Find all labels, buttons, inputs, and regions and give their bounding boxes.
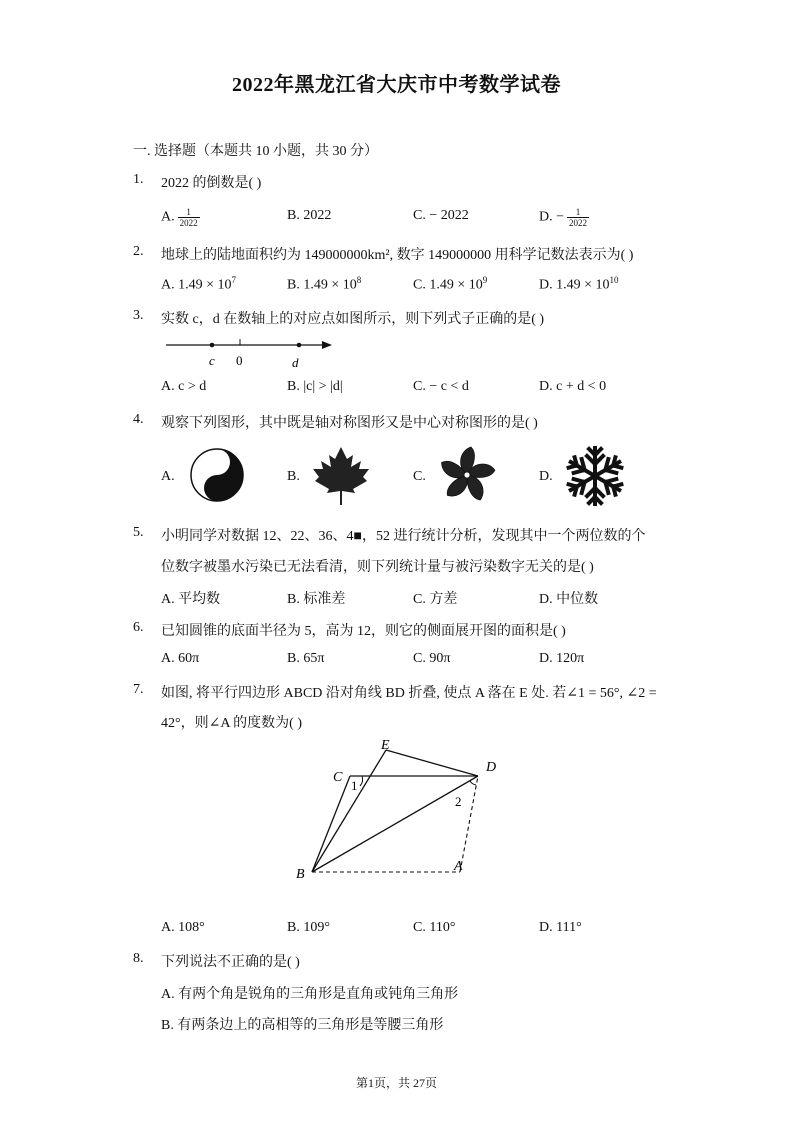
q5-stem-line1: 小明同学对数据 12、22、36、4■，52 进行统计分析，发现其中一个两位数的个 [161,529,646,544]
q8-option-a: A. 有两个角是锐角的三角形是直角或钝角三角形 [161,987,459,1002]
section-heading: 一. 选择题（本题共 10 小题，共 30 分） [133,144,378,159]
bauhinia-flower-icon [437,445,497,505]
parallelogram-fold-figure [290,732,510,884]
segment-bd [312,776,478,872]
label-d: d [292,355,299,370]
angle-2-arc [470,781,476,785]
q6-option-d: D. 120π [539,651,585,666]
q7-stem-line2: 42°，则∠A 的度数为( ) [161,716,302,731]
q1-option-d: D. − $\frac{1}{2022}$ [539,207,588,228]
label-zero: 0 [236,353,243,368]
label-angle-2: 2 [455,794,462,809]
angle-1-arc [360,776,363,786]
q2-option-a: A. $1.49 \times 10^7$ [161,275,237,293]
q6-number: 6. [133,620,144,635]
q7-option-c: C. 110° [413,920,456,935]
q6-option-b: B. 65π [287,651,325,666]
q3-option-a: A. c > d [161,379,207,394]
q4-number: 4. [133,412,144,427]
q1-stem: 2022 的倒数是( ) [161,176,262,191]
q2-option-b: B. $1.49 \times 10^8$ [287,275,362,293]
q5-option-c: C. 方差 [413,592,458,607]
page-title: 2022年黑龙江省大庆市中考数学试卷 [232,74,561,96]
number-line-arrow [322,341,332,349]
q4-option-b: B. [287,469,300,484]
q6-option-c: C. 90π [413,651,451,666]
q1-option-a: A. $\frac{1}{2022}$ [161,207,198,228]
segment-ad-dashed [460,776,478,872]
q2-option-c: C. $1.49 \times 10^9$ [413,275,488,293]
q4-option-a: A. [161,469,175,484]
q4-stem: 观察下列图形，其中既是轴对称图形又是中心对称图形的是( ) [161,416,538,431]
q8-stem: 下列说法不正确的是( ) [161,955,300,970]
q7-number: 7. [133,682,144,697]
segment-cb [312,776,350,872]
label-d: D [486,760,497,775]
point-d [297,343,302,348]
point-c [210,343,215,348]
q1-option-c: C. − 2022 [413,208,469,223]
number-line-figure [160,332,340,374]
label-c: C [333,770,343,785]
page-footer: 第1页，共 27页 [355,1076,437,1090]
segment-ed [386,750,478,776]
q1-number: 1. [133,172,144,187]
q5-stem-line2: 位数字被墨水污染已无法看清，则下列统计量与被污染数字无关的是( ) [161,560,594,575]
q3-option-b: B. |c| > |d| [287,379,343,394]
yin-yang-icon [189,447,245,503]
q1-option-b: B. 2022 [287,208,332,223]
q5-number: 5. [133,525,144,540]
q3-stem: 实数 c，d 在数轴上的对应点如图所示，则下列式子正确的是( ) [161,312,545,327]
q4-option-c: C. [413,469,426,484]
q3-number: 3. [133,308,144,323]
label-e: E [381,738,390,753]
q6-option-a: A. 60π [161,651,200,666]
q4-option-d: D. [539,469,553,484]
q8-option-b: B. 有两条边上的高相等的三角形是等腰三角形 [161,1018,444,1033]
q2-number: 2. [133,244,144,259]
q3-option-d: D. c + d < 0 [539,379,607,394]
label-angle-1: 1 [351,778,358,793]
q7-option-b: B. 109° [287,920,330,935]
segment-be [312,750,386,872]
q5-option-a: A. 平均数 [161,592,221,607]
snowflake-icon [564,445,626,507]
q7-option-d: D. 111° [539,920,582,935]
q2-option-d: D. $1.49 \times 10^{10}$ [539,275,619,293]
label-a: A [454,859,463,874]
q8-number: 8. [133,951,144,966]
q5-option-b: B. 标准差 [287,592,346,607]
q3-option-c: C. − c < d [413,379,469,394]
q5-option-d: D. 中位数 [539,592,599,607]
q2-stem: 地球上的陆地面积约为 149000000km², 数字 149000000 用科学记数法表示为( ) [161,248,634,263]
q7-option-a: A. 108° [161,920,205,935]
label-c: c [209,353,215,368]
maple-leaf-icon [311,445,371,507]
label-b: B [296,867,305,882]
q7-stem-line1: 如图, 将平行四边形 ABCD 沿对角线 BD 折叠, 使点 A 落在 E 处. 若∠1 = 56°, ∠2 = [161,686,657,701]
q6-stem: 已知圆锥的底面半径为 5，高为 12，则它的侧面展开图的面积是( ) [161,624,566,639]
